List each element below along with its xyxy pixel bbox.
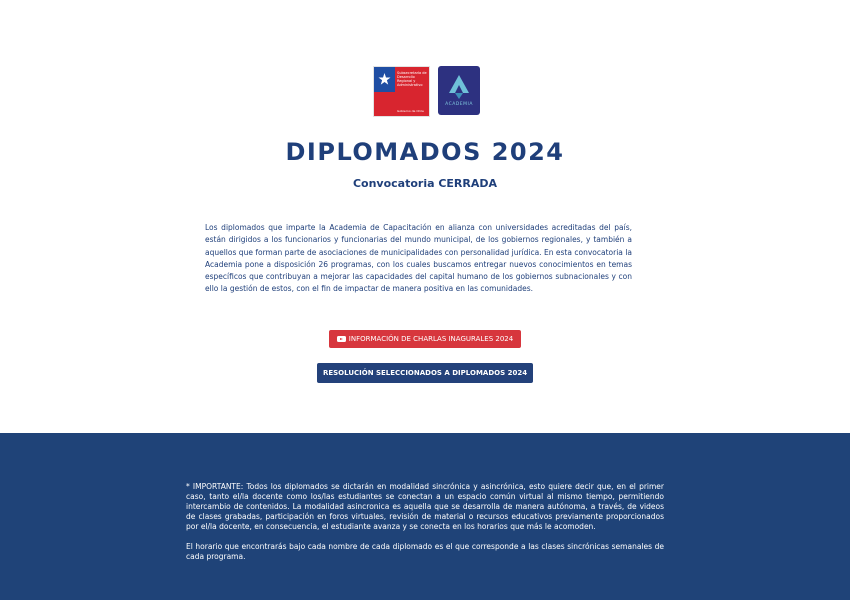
- info-section: [0, 433, 850, 600]
- academia-logo: [438, 66, 480, 115]
- important-note: * IMPORTANTE: Todos los diplomados se dictarán en modalidad sincrónica y asincrónica, esto quiere decir que, en el primer caso, tanto el/la docente como los/las estudiantes se conectan a un espacio común virtual al mismo tiempo, permitiendo intercambio de contenidos. La modalidad asincronica es aquella que se desarrolla de manera autónoma, a través, de videos de clases grabadas, participación en foros virtuales, revisión de material o recursos educativos previamente proporcionados por el/la docente, en consecuencia, el estudiante avanza y se conecta en los horarios que más le acomoden.: [186, 482, 664, 531]
- notice-text: [186, 482, 664, 572]
- gov-logo-subtext: Gobierno de Chile: [397, 109, 424, 113]
- resolucion-button-label: RESOLUCIÓN SELECCIONADOS A DIPLOMADOS 2024: [322, 369, 528, 377]
- logos: [373, 66, 480, 117]
- description-paragraph: Los diplomados que imparte la Academia de Capacitación en alianza con universidades acreditadas del país, están dirigidos a los funcionarios y funcionarias del mundo municipal, de los gobiernos regionales, y también a aquellos que forman parte de asociaciones de municipalidades con personalidad jurídica. En esta convocatoria la Academia pone a disposición 26 programas, con los cuales buscamos entregar nuevos conocimientos en temas específicos que contribuyan a mejorar las capacidades del capital humano de los gobiernos subnacionales y con ello la gestión de estos, con el fin de impactar de manera positiva en las comunidades.: [205, 223, 632, 294]
- page-title: DIPLOMADOS 2024: [285, 138, 565, 166]
- gov-logo-text: Subsecretaría de Desarrollo Regional y Administrativo: [397, 71, 427, 87]
- flag-blue: [374, 67, 395, 92]
- academia-icon: [438, 66, 480, 115]
- charlas-button[interactable]: [329, 330, 521, 348]
- page-subtitle: Convocatoria CERRADA: [352, 177, 498, 190]
- charlas-button-label: INFORMACIÓN DE CHARLAS INAGURALES 2024: [348, 335, 514, 343]
- gobierno-logo: [373, 66, 430, 117]
- resolucion-button[interactable]: [317, 363, 533, 383]
- schedule-note: El horario que encontrarás bajo cada nombre de cada diplomado es el que corresponde a las clases sincrónicas semanales de cada programa.: [186, 542, 664, 561]
- youtube-icon: [337, 336, 346, 342]
- star-icon: [374, 67, 395, 92]
- academia-logo-text: ACADEMIA: [445, 102, 473, 107]
